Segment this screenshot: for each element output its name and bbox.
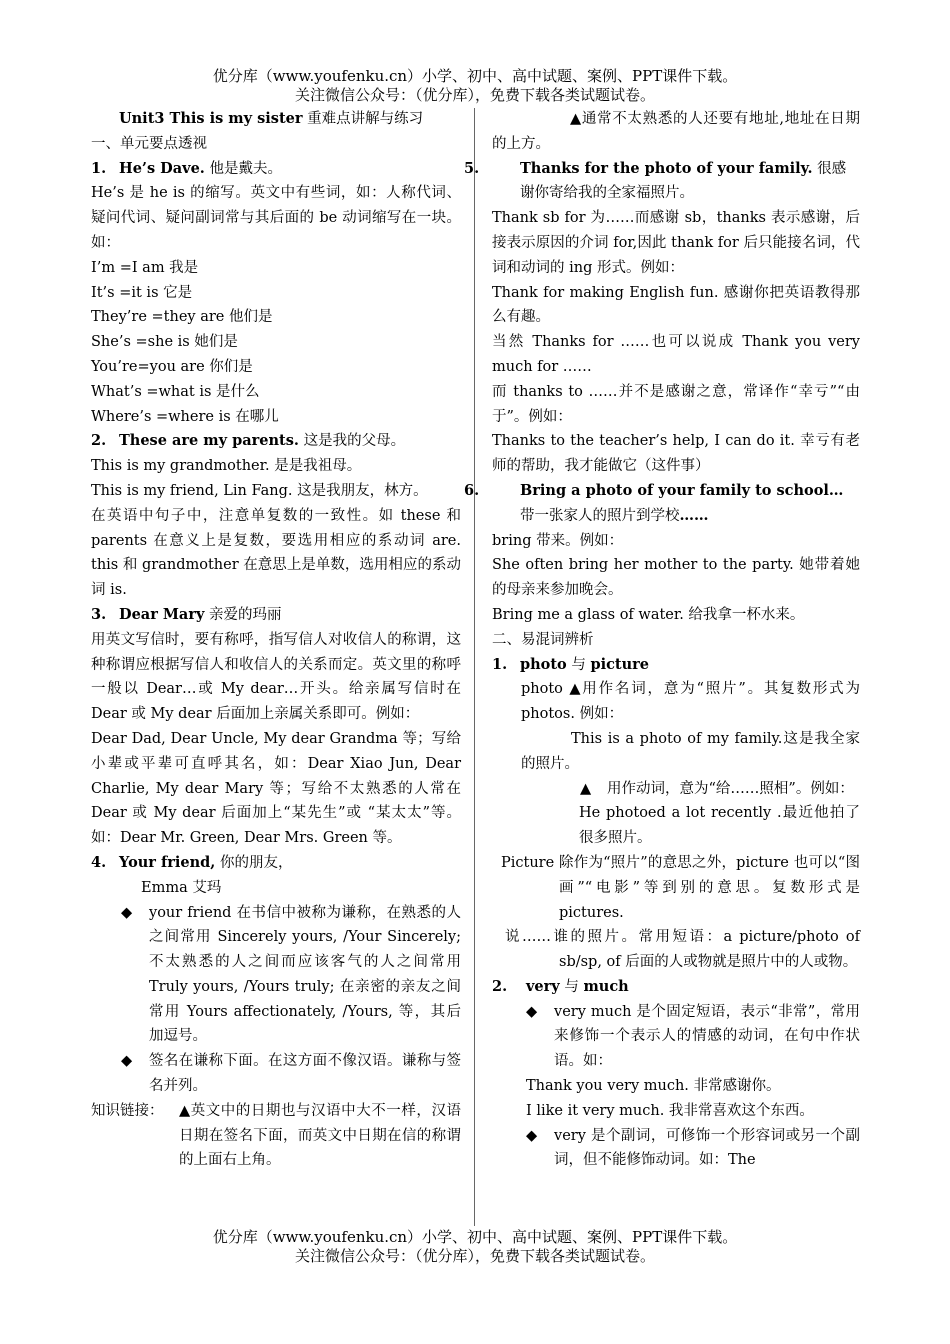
column-divider — [474, 108, 475, 1226]
compare-1-paragraph: Picture 除作为“照片”的意思之外，picture 也可以“图画”“电影”等到别的意思。复数形式是 pictures. — [501, 854, 860, 921]
compare-1-paragraph: 说……谁的照片。常用短语：a picture/photo of sb/sp, of 后面的人或物就是照片中的人或物。 — [505, 929, 860, 971]
item-2-paragraph: 在英语中句子中，注意单复数的一致性。如 these 和 parents 在意义上是复数，要选用相应的系动词 are. this 和 grandmother 在意思上是单数，选用相应的系动词 is. — [91, 507, 461, 599]
compare-1-paragraph: photo ▲用作名词，意为“照片”。其复数形式为 photos. 例如： — [521, 681, 860, 723]
footer-line-2: 关注微信公众号：（优分库），免费下载各类试题试卷。 — [294, 1247, 655, 1265]
item-3-paragraph-1: 用英文写信时，要有称呼，指写信人对收信人的称谓，这种称谓应根据写信人和收信人的关系而定。英文里的称呼一般以 Dear…或 My dear…开头。给亲属写信时在 Dear 或 My dear 后面加上亲属关系即可。例如： — [91, 631, 461, 723]
bullet-item: ◆ your friend 在书信中被称为谦称，在熟悉的人之间常用 Sincerely yours, /Your Sincerely; 不太熟悉的人之间而应该客气的人之间常用 Truly yours, /Yours truly; 在亲密的亲友之间常用 Yours affectionately, /Yours, 等，其后加逗号。 — [91, 901, 461, 1050]
section-heading-1: 一、单元要点透视 — [91, 135, 207, 152]
bullet-item: ◆ 签名在谦称下面。在这方面不像汉语。谦称与签名并列。 — [91, 1049, 461, 1099]
item-6-paragraph: She often bring her mother to the party. 她带着她的母亲来参加晚会。 — [492, 557, 860, 599]
item-5-paragraph: Thank for making English fun. 感谢你把英语教得那么有趣。 — [492, 284, 860, 326]
item-5-heading: 5. Thanks for the photo of your family. 很感谢你寄给我的全家福照片。 — [464, 159, 847, 202]
item-1-paragraph: He’s 是 he is 的缩写。英文中有些词，如：人称代词、疑问代词、疑问副词常与其后面的 be 动词缩写在一块。如： — [91, 185, 461, 251]
bullet-item: ◆ very 是个副词，可修饰一个形容词或另一个副词，但不能修饰动词。如：The — [492, 1124, 860, 1174]
signature-example: Emma 艾玛 — [141, 879, 222, 896]
knowledge-link-text: ▲英文中的日期也与汉语中大不一样，汉语日期在签名下面，而英文中日期在信的称谓的上面右上角。 — [179, 1102, 461, 1169]
contraction-line: What’s =what is 是什么 — [91, 383, 260, 400]
item-6-heading: 6. Bring a photo of your family to school… 带一张家人的照片到学校…… — [464, 481, 844, 524]
bullet-item: ◆ very much 是个固定短语，表示“非常”，常用来修饰一个表示人的情感的动词，在句中作状语。如： — [492, 1000, 860, 1074]
footer-line-1: 优分库（www.youfenku.cn）小学、初中、高中试题、案例、PPT课件下载。 — [212, 1228, 738, 1246]
compare-2-heading: 2. very 与 much — [492, 977, 629, 995]
continued-note: ▲通常不太熟悉的人还要有地址,地址在日期的上方。 — [492, 111, 860, 152]
example-line: I like it very much. 我非常喜欢这个东西。 — [526, 1102, 814, 1119]
doc-title: Unit3 This is my sister 重难点讲解与练习 — [119, 110, 424, 127]
contraction-line: She’s =she is 她们是 — [91, 334, 238, 351]
example-line: This is my grandmother. 是是我祖母。 — [91, 458, 362, 475]
header-line-2: 关注微信公众号：（优分库），免费下载各类试题试卷。 — [294, 86, 655, 104]
compare-1-example: He photoed a lot recently .最近他拍了很多照片。 — [579, 805, 860, 847]
diamond-bullet-icon: ◆ — [121, 1053, 133, 1070]
page-header — [0, 67, 950, 105]
item-6-paragraph: Bring me a glass of water. 给我拿一杯水来。 — [492, 606, 805, 623]
knowledge-link — [91, 1099, 461, 1173]
item-6-paragraph: bring 带来。例如： — [492, 532, 624, 549]
diamond-bullet-icon: ◆ — [526, 1003, 538, 1020]
item-2-heading: 2. These are my parents. 这是我的父母。 — [91, 432, 406, 450]
item-3-paragraph-2: Dear Dad, Dear Uncle, My dear Grandma 等；写给小辈或平辈可直呼其名，如：Dear Xiao Jun, Dear Charlie, My dear Mary 等；写给不太熟悉的人常在 Dear 或 My dear 后面加上“某先生”或 “某太太”等。如：Dear Mr. Green, Dear Mrs. Green 等。 — [91, 730, 461, 847]
item-5-paragraph: 当然 Thanks for ……也可以说成 Thank you very much for …… — [492, 334, 860, 375]
header-line-1: 优分库（www.youfenku.cn）小学、初中、高中试题、案例、PPT课件下载。 — [212, 67, 738, 85]
item-3-heading: 3. Dear Mary 亲爱的玛丽 — [91, 605, 282, 623]
item-5-paragraph: 而 thanks to ……并不是感谢之意，常译作“幸亏”“由于”。例如： — [492, 383, 860, 425]
triangle-bullet-icon: ▲ — [580, 780, 592, 797]
example-line: Thank you very much. 非常感谢你。 — [526, 1078, 781, 1095]
contraction-line: I’m =I am 我是 — [91, 259, 199, 276]
item-5-paragraph: Thanks to the teacher’s help, I can do it. 幸亏有老师的帮助，我才能做它（这件事） — [492, 433, 860, 475]
diamond-bullet-icon: ◆ — [526, 1127, 538, 1144]
example-line: This is my friend, Lin Fang. 这是我朋友，林方。 — [91, 482, 428, 499]
knowledge-link-label: 知识链接： — [91, 1102, 164, 1119]
contraction-line: You’re=you are 你们是 — [91, 358, 253, 375]
item-1-heading: 1. He’s Dave. 他是戴夫。 — [91, 159, 282, 177]
contraction-line: Where’s =where is 在哪儿 — [91, 408, 279, 425]
contraction-line: They’re =they are 他们是 — [91, 309, 273, 326]
compare-1-heading: 1. photo 与 picture — [492, 655, 650, 673]
compare-1-usage: ▲ 用作动词，意为“给……照相”。例如： — [492, 777, 860, 802]
section-heading-2: 二、易混词辨析 — [492, 631, 594, 648]
item-5-paragraph: Thank sb for 为……而感谢 sb，thanks 表示感谢，后接表示原因的介词 for,因此 thank for 后只能接名词，代词和动词的 ing 形式。例如： — [492, 210, 860, 276]
page-footer — [0, 1228, 950, 1266]
right-column — [464, 107, 860, 1173]
left-column — [91, 107, 461, 1173]
diamond-bullet-icon: ◆ — [121, 904, 133, 921]
contraction-line: It’s =it is 它是 — [91, 284, 193, 301]
item-4-heading: 4. Your friend, 你的朋友， — [91, 853, 293, 871]
compare-1-example: This is a photo of my family.这是我全家的照片。 — [521, 730, 860, 772]
